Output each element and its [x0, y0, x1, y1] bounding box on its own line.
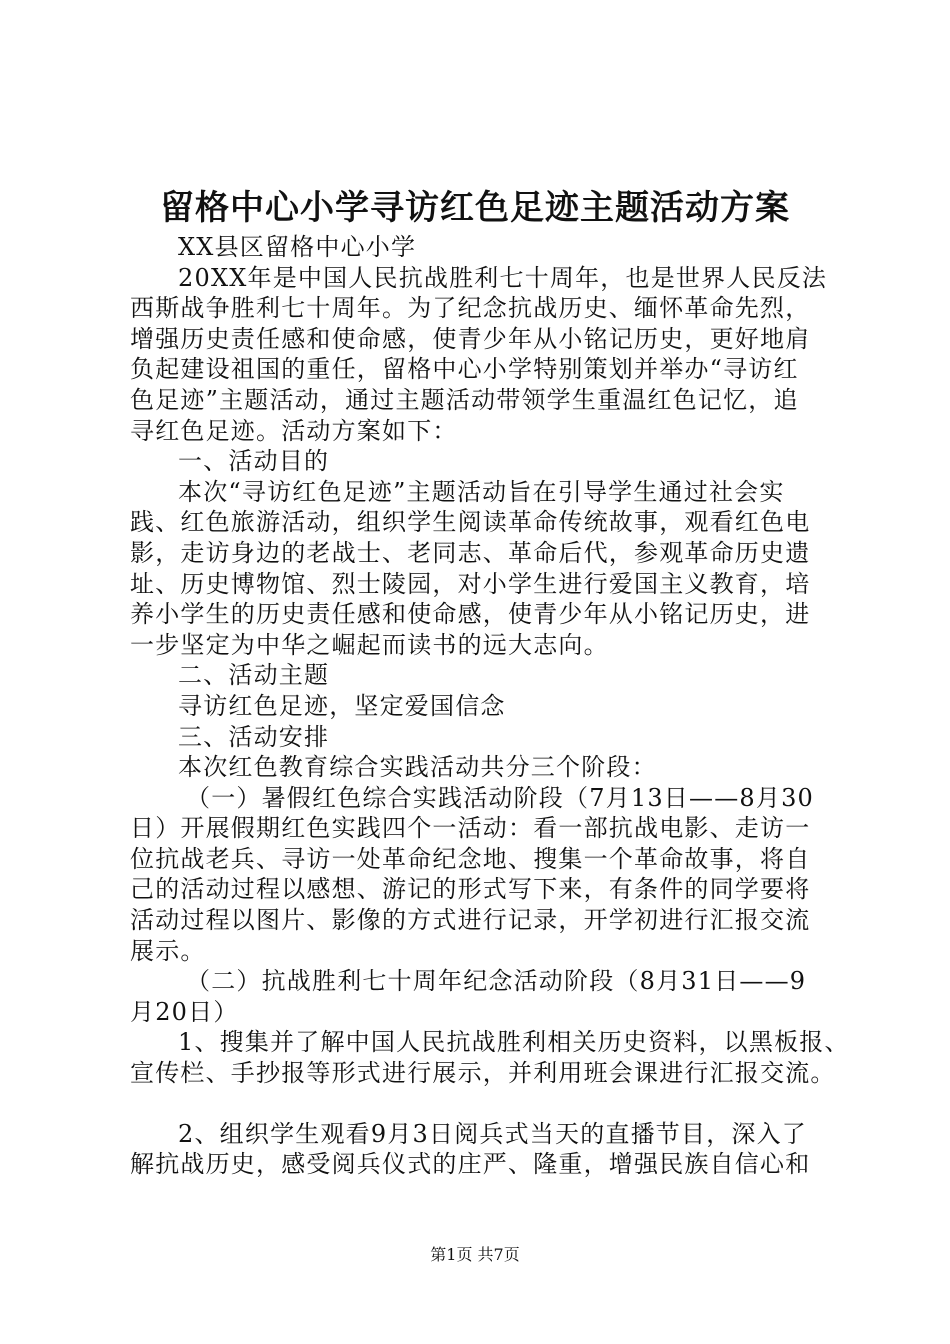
- paragraph-line: 一步坚定为中华之崛起而读书的远大志向。: [130, 630, 609, 659]
- paragraph-line: 月20日）: [130, 997, 239, 1026]
- paragraph-line: 位抗战老兵、寻访一处革命纪念地、搜集一个革命故事，将自: [130, 844, 811, 873]
- paragraph-line: 养小学生的历史责任感和使命感，使青少年从小铭记历史，进: [130, 600, 811, 629]
- paragraph-line: 影，走访身边的老战士、老同志、革命后代，参观革命历史遗: [130, 538, 811, 567]
- paragraph-gap: [130, 1089, 830, 1119]
- page-indicator: 第1页 共7页: [430, 1245, 520, 1264]
- paragraph-line: 寻访红色足迹，坚定爱国信念: [178, 691, 506, 720]
- paragraph-line: 1、搜集并了解中国人民抗战胜利相关历史资料，以黑板报、: [178, 1028, 850, 1057]
- paragraph-line: 增强历史责任感和使命感，使青少年从小铭记历史，更好地肩: [130, 324, 811, 353]
- paragraph-line: 址、历史博物馆、烈士陵园，对小学生进行爱国主义教育，培: [130, 569, 811, 598]
- paragraph-line: 活动过程以图片、影像的方式进行记录，开学初进行汇报交流: [130, 906, 811, 935]
- paragraph-line: 展示。: [130, 936, 206, 965]
- section-heading: 一、活动目的: [178, 447, 330, 476]
- subsection-heading: （一）暑假红色综合实践活动阶段（7月13日——8月30: [186, 783, 815, 812]
- paragraph-line: 本次“寻访红色足迹”主题活动旨在引导学生通过社会实: [178, 477, 785, 506]
- paragraph-line: 色足迹”主题活动，通过主题活动带领学生重温红色记忆，追: [130, 385, 799, 414]
- subsection-heading: （二）抗战胜利七十周年纪念活动阶段（8月31日——9: [186, 967, 807, 996]
- paragraph-line: 日）开展假期红色实践四个一活动：看一部抗战电影、走访一: [130, 814, 811, 843]
- paragraph-line: 西斯战争胜利七十周年。为了纪念抗战历史、缅怀革命先烈，: [130, 294, 811, 323]
- school-name-line: XX县区留格中心小学: [178, 233, 417, 261]
- paragraph-line: 20XX年是中国人民抗战胜利七十周年，也是世界人民反法: [178, 263, 828, 292]
- paragraph-line: 本次红色教育综合实践活动共分三个阶段：: [178, 753, 657, 782]
- section-heading: 二、活动主题: [178, 661, 330, 690]
- document-body: [130, 232, 850, 1180]
- paragraph-line: 己的活动过程以感想、游记的形式写下来，有条件的同学要将: [130, 875, 811, 904]
- section-heading: 三、活动安排: [178, 722, 330, 751]
- paragraph-line: 负起建设祖国的重任，留格中心小学特别策划并举办“寻访红: [130, 355, 799, 384]
- page-title: 留格中心小学寻访红色足迹主题活动方案: [160, 188, 790, 228]
- paragraph-line: 2、组织学生观看9月3日阅兵式当天的直播节目，深入了: [178, 1119, 808, 1148]
- paragraph-line: 践、红色旅游活动，组织学生阅读革命传统故事，观看红色电: [130, 508, 811, 537]
- paragraph-line: 寻红色足迹。活动方案如下：: [130, 416, 458, 445]
- paragraph-line: 宣传栏、手抄报等形式进行展示，并利用班会课进行汇报交流。: [130, 1059, 836, 1088]
- paragraph-line: 解抗战历史，感受阅兵仪式的庄严、隆重，增强民族自信心和: [130, 1150, 811, 1179]
